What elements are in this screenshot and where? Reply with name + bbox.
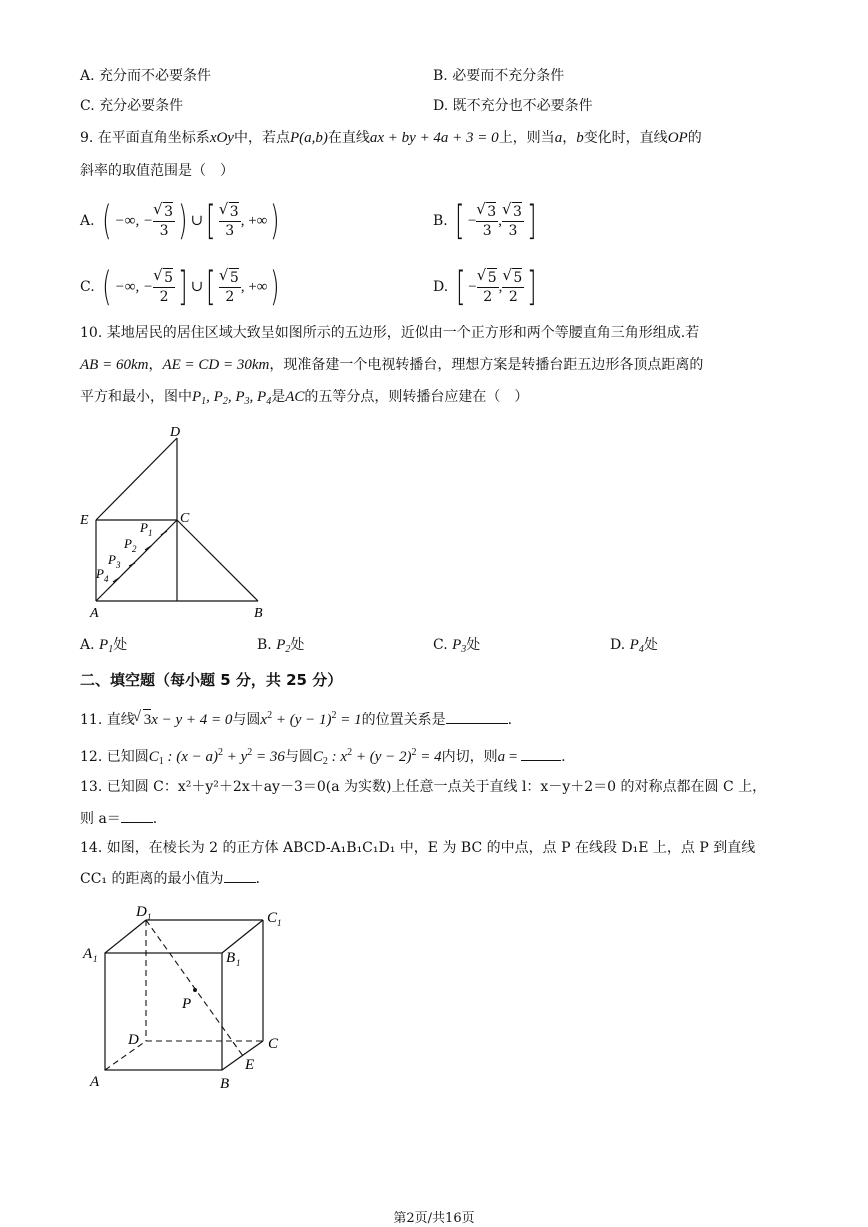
label-a: A	[90, 1074, 100, 1090]
q9-stem-line2: 斜率的取值范围是（ ）	[80, 163, 234, 179]
q11-answer-blank[interactable]	[446, 709, 508, 724]
label-d: D	[128, 1032, 139, 1048]
q9-option-b: B. [ − √ $\frac{3}{3}$ , √ $\frac{3}{3}$ ]	[433, 196, 539, 246]
label-b: B	[254, 606, 263, 621]
label-p2-sub: 2	[132, 544, 137, 554]
q10-option-a: A. $P_1$处	[80, 637, 128, 655]
q11-stem: 11. 直线√ 3x − y + 4 = 0与圆$x^2 + (y - 1)^2 = 1$的位置关系是 .	[80, 706, 512, 730]
q13-stem-line2: 则 a＝ .	[80, 808, 157, 829]
label-c1: C	[267, 910, 278, 926]
label-d1: D	[136, 904, 147, 920]
label-d1-sub: 1	[147, 912, 152, 922]
q10-option-c: C. $P_3$处	[433, 637, 481, 655]
section-heading: 二、填空题（每小题 5 分，共 25 分）	[80, 671, 343, 689]
label-p3: P	[108, 552, 116, 567]
label-p4: P	[96, 566, 104, 581]
q14-answer-blank[interactable]	[224, 868, 256, 883]
label-e: E	[80, 513, 89, 528]
label-c: C	[268, 1036, 279, 1052]
label-p2: P	[124, 536, 132, 551]
cube-figure	[78, 898, 298, 1098]
label-a1-sub: 1	[93, 954, 98, 964]
label-c1-sub: 1	[277, 918, 282, 928]
label-b1: B	[226, 950, 236, 966]
q12-answer-blank[interactable]	[521, 746, 561, 761]
q13-stem-line1: 13. 已知圆 C：x²＋y²＋2x＋ay－3＝0(a 为实数)上任意一点关于直线 l：x－y＋2＝0 的对称点都在圆 C 上，	[80, 779, 767, 795]
label-p4-sub: 4	[104, 574, 109, 584]
q9-option-d: D. [ − √ $\frac{5}{2}$ , √ $\frac{5}{2}$ ]	[433, 262, 540, 312]
q9-stem-line1: 9. 在平面直角坐标系xOy中，若点P(a,b)在直线ax + by + 4a + 3 = 0上，则当a，b变化时，直线OP的	[80, 130, 702, 146]
label-p3-sub: 3	[116, 560, 121, 570]
label-p1-sub: 1	[148, 528, 153, 538]
label-a: A	[90, 606, 99, 621]
q8-option-b: B. 必要而不充分条件	[433, 68, 565, 84]
label-e: E	[245, 1057, 255, 1073]
q10-stem-line2: AB = 60km，AE = CD = 30km，现准备建一个电视转播台，理想方案是转播台距五边形各顶点距离的	[80, 357, 704, 373]
q12-stem: 12. 已知圆$C_1$ : $(x - a)^2 + y^2 = 36$与圆$C_2$ : $x^2 + (y - 2)^2 = 4$内切，则a = .	[80, 747, 566, 767]
q10-stem-line1: 10. 某地居民的居住区域大致呈如图所示的五边形，近似由一个正方形和两个等腰直角三角形组成.若	[80, 325, 700, 341]
q14-stem-line1: 14. 如图，在棱长为 2 的正方体 ABCD-A₁B₁C₁D₁ 中，E 为 BC 的中点，点 P 在线段 D₁E 上，点 P 到直线	[80, 840, 756, 856]
q9-option-a: A. ( −∞, − √ $\frac{3}{3}$ ) ∪[ √ $\frac{3}{3}$ , +∞)	[80, 196, 283, 246]
page-footer: 第2页/共16页	[393, 1211, 475, 1226]
label-b1-sub: 1	[236, 958, 241, 968]
q8-option-a: A. 充分而不必要条件	[80, 68, 212, 84]
label-a1: A	[83, 946, 93, 962]
label-d: D	[170, 425, 181, 440]
label-p1: P	[140, 520, 148, 535]
q10-option-b: B. $P_2$处	[257, 637, 305, 655]
label-p: P	[182, 996, 192, 1012]
q13-answer-blank[interactable]	[121, 808, 153, 823]
point-p	[193, 988, 197, 992]
q9-option-c: C. ( −∞, − √ $\frac{5}{2}$ ] ∪[ √ $\frac{5}{2}$ , +∞)	[80, 262, 283, 312]
q10-option-d: D. $P_4$处	[610, 637, 658, 655]
q8-option-c: C. 充分必要条件	[80, 98, 184, 114]
q14-stem-line2: CC₁ 的距离的最小值为 .	[80, 868, 260, 889]
q10-stem-line3: 平方和最小，图中$P_1$, $P_2$, $P_3$, $P_4$是AC的五等分点，则转播台应建在（ ）	[80, 389, 529, 407]
pentagon-figure	[70, 418, 280, 623]
label-c: C	[180, 511, 190, 526]
q8-option-d: D. 既不充分也不必要条件	[433, 98, 593, 114]
label-b: B	[220, 1076, 230, 1092]
